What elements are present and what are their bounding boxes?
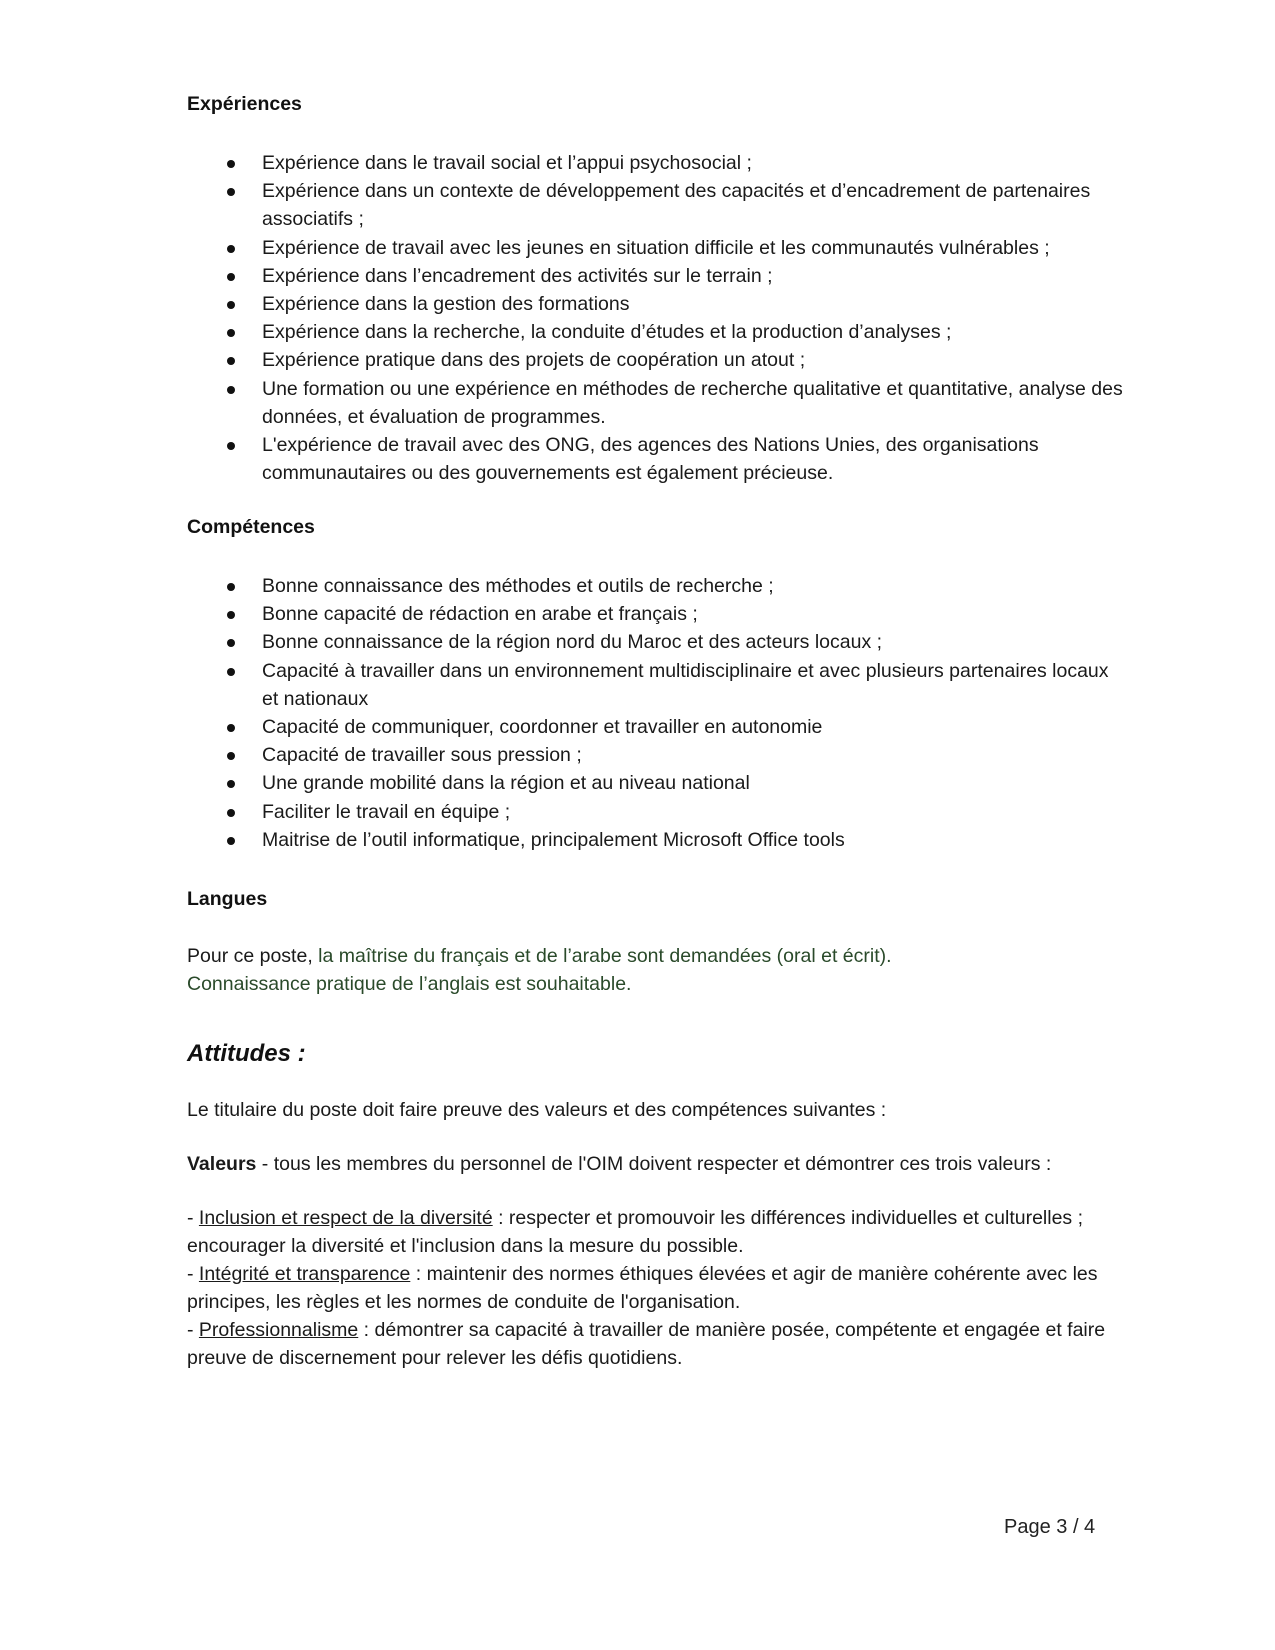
list-item: Expérience pratique dans des projets de coopération un atout ; — [187, 346, 1127, 374]
value-item: - Professionnalisme : démontrer sa capacité à travailler de manière posée, compétente et engagée et faire preuve de discernement pour relever les défis quotidiens. — [187, 1319, 1106, 1369]
attitudes-intro: Le titulaire du poste doit faire preuve des valeurs et des compétences suivantes : — [187, 1099, 887, 1121]
value-text: : maintenir des normes éthiques élevées et agir de manière cohérente avec les principes, les règles et les normes de conduite de l'organisation. — [187, 1263, 1098, 1313]
list-item: Expérience dans un contexte de développement des capacités et d’encadrement de partenaires associatifs ; — [187, 177, 1127, 233]
list-item: Expérience dans l’encadrement des activités sur le terrain ; — [187, 262, 1127, 290]
list-item: Expérience dans la gestion des formations — [187, 290, 1127, 318]
list-item: Maitrise de l’outil informatique, principalement Microsoft Office tools — [187, 826, 1127, 854]
competences-list — [187, 572, 1127, 854]
attitudes-heading: Attitudes : — [187, 1040, 306, 1067]
list-item: Faciliter le travail en équipe ; — [187, 798, 1127, 826]
list-item: Bonne connaissance des méthodes et outils de recherche ; — [187, 572, 1127, 600]
value-title: Intégrité et transparence — [198, 1263, 411, 1285]
list-item: Expérience dans le travail social et l’appui psychosocial ; — [187, 149, 1127, 177]
valeurs-paragraph — [187, 1150, 1127, 1178]
value-title: Professionnalisme — [198, 1319, 359, 1341]
list-item: Capacité de travailler sous pression ; — [187, 741, 1127, 769]
value-text: : respecter et promouvoir les différences individuelles et culturelles ; encourager la diversité et l'inclusion dans la mesure du possible. — [187, 1207, 1084, 1257]
list-item: Bonne connaissance de la région nord du Maroc et des acteurs locaux ; — [187, 628, 1127, 656]
list-item: Capacité de communiquer, coordonner et travailler en autonomie — [187, 713, 1127, 741]
value-item: - Inclusion et respect de la diversité : respecter et promouvoir les différences individuelles et culturelles ; encourager la diversité et l'inclusion dans la mesure du possible. — [187, 1207, 1084, 1257]
page-number: Page 3 / 4 — [1004, 1516, 1096, 1538]
list-item: Capacité à travailler dans un environnement multidisciplinaire et avec plusieurs partenaires locaux et nationaux — [187, 657, 1127, 713]
list-item: Expérience dans la recherche, la conduite d’études et la production d’analyses ; — [187, 318, 1127, 346]
values-list — [187, 1204, 1127, 1372]
competences-heading: Compétences — [187, 516, 315, 538]
list-item: L'expérience de travail avec des ONG, des agences des Nations Unies, des organisations communautaires ou des gouvernements est également précieuse. — [187, 431, 1127, 487]
list-item: Bonne capacité de rédaction en arabe et français ; — [187, 600, 1127, 628]
langues-english: Connaissance pratique de l’anglais est souhaitable. — [187, 973, 632, 995]
value-item: - Intégrité et transparence : maintenir des normes éthiques élevées et agir de manière cohérente avec les principes, les règles et les normes de conduite de l'organisation. — [187, 1263, 1098, 1313]
value-text: : démontrer sa capacité à travailler de manière posée, compétente et engagée et faire preuve de discernement pour relever les défis quotidiens. — [187, 1319, 1106, 1369]
langues-requirement: la maîtrise du français et de l’arabe sont demandées (oral et écrit). — [318, 945, 892, 967]
value-title: Inclusion et respect de la diversité — [198, 1207, 493, 1229]
experiences-heading: Expériences — [187, 93, 302, 115]
valeurs-text: - tous les membres du personnel de l'OIM doivent respecter et démontrer ces trois valeurs : — [256, 1153, 1052, 1175]
langues-prefix: Pour ce poste, — [187, 945, 319, 967]
list-item: Expérience de travail avec les jeunes en situation difficile et les communautés vulnérables ; — [187, 234, 1127, 262]
experiences-list — [187, 149, 1127, 487]
langues-heading: Langues — [187, 888, 268, 910]
list-item: Une formation ou une expérience en méthodes de recherche qualitative et quantitative, analyse des données, et évaluation de programmes. — [187, 375, 1127, 431]
langues-paragraph — [187, 942, 1127, 998]
valeurs-label: Valeurs — [187, 1153, 257, 1175]
list-item: Une grande mobilité dans la région et au niveau national — [187, 769, 1127, 797]
